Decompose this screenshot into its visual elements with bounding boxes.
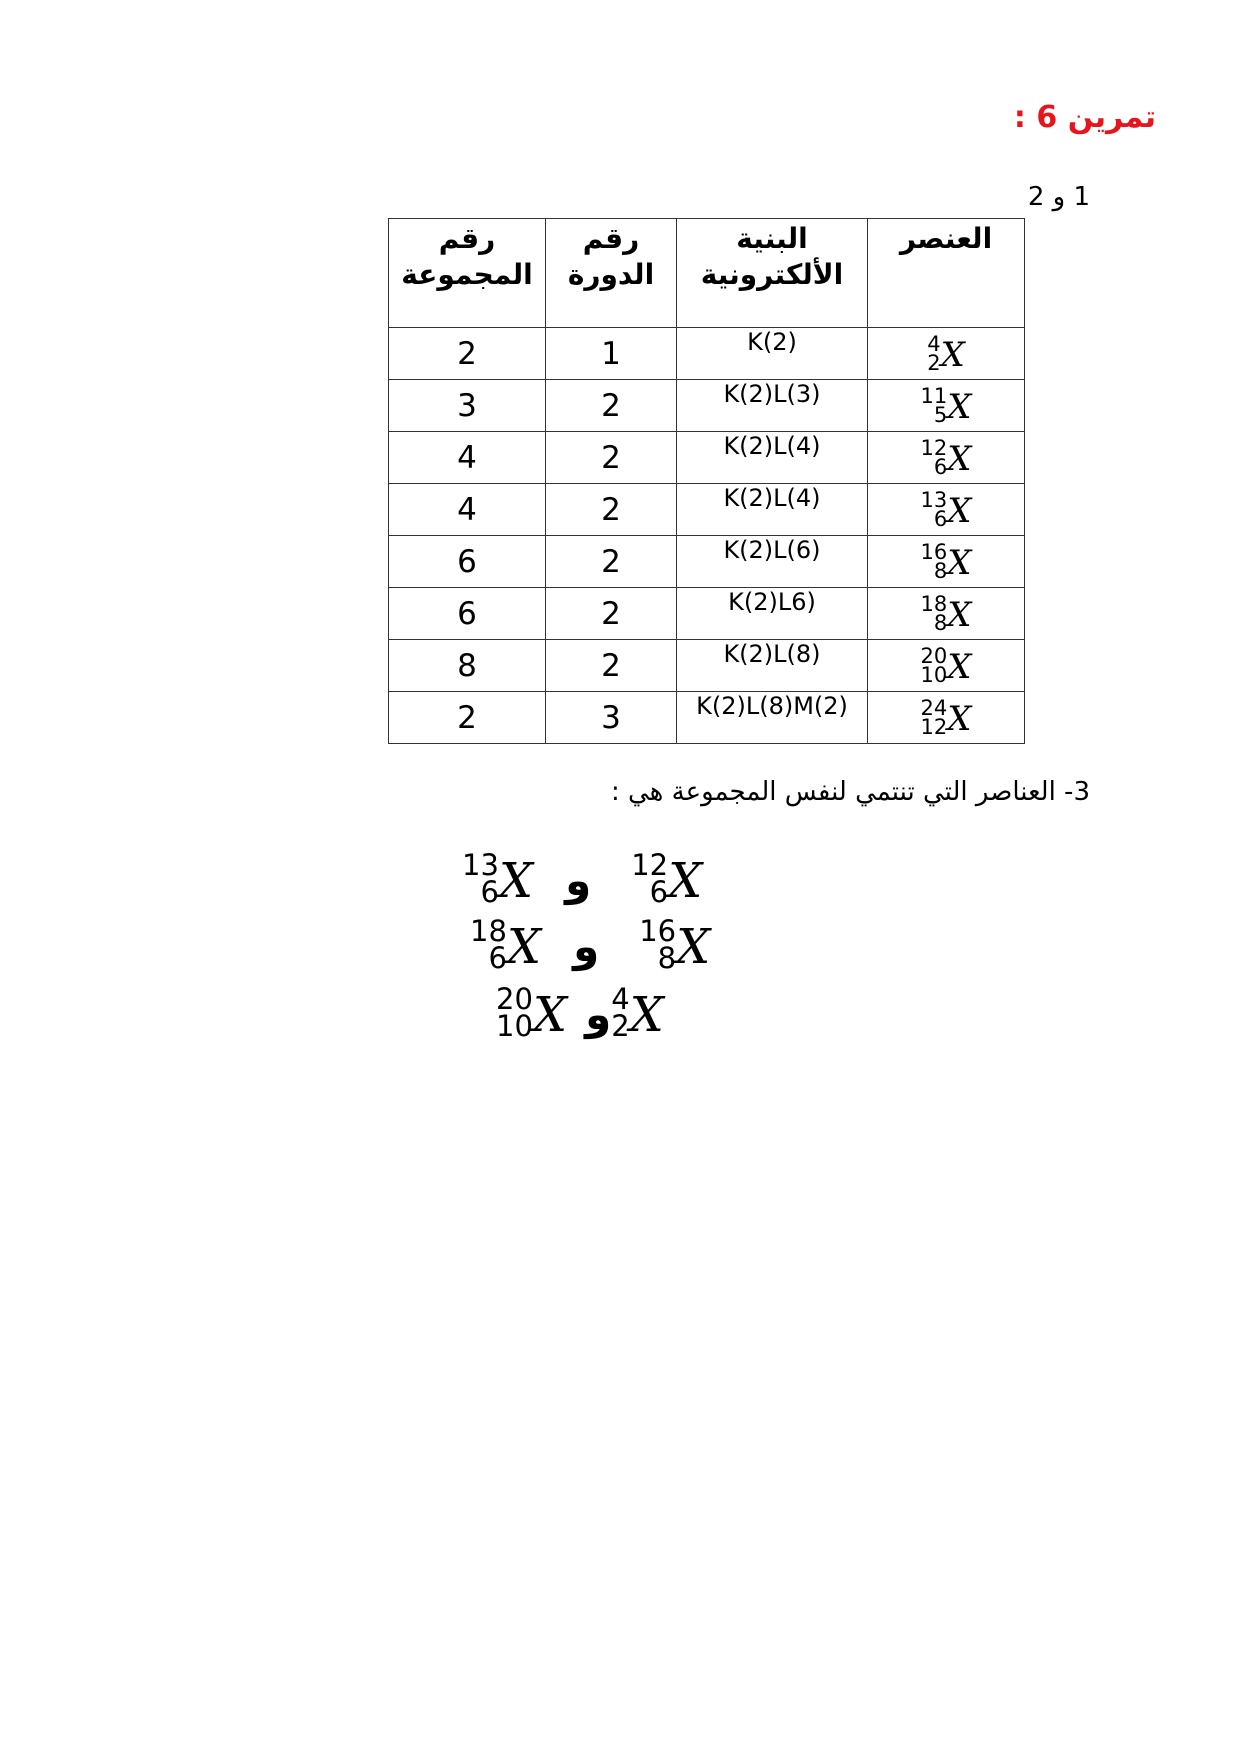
element-symbol: X [947,646,972,687]
header-group-number: رقم المجموعة [389,219,546,328]
element-cell [868,588,1025,640]
nuclide [496,982,568,1043]
atomic-number: 6 [480,875,499,909]
config-cell: K(2)L(3) [677,380,868,432]
element-cell [868,380,1025,432]
nuclide [920,487,972,531]
group-cell: 6 [389,588,546,640]
question-3-label: 3- العناصر التي تنتمي لنفس المجموعة هي : [610,777,1090,807]
table-row [389,692,1025,744]
atomic-number: 5 [933,402,948,427]
element-symbol: X [532,987,568,1043]
element-cell [868,328,1025,380]
table-row [389,328,1025,380]
period-cell: 2 [546,484,677,536]
atomic-number: 8 [657,941,677,975]
config-cell: K(2)L(8)M(2) [677,692,868,744]
nuclide [920,591,972,635]
header-period-number: رقم الدورة [546,219,677,328]
element-symbol: X [676,919,711,975]
same-group-pair [496,982,664,1043]
element-symbol: X [498,853,534,909]
table-row [389,536,1025,588]
period-cell: 2 [546,588,677,640]
element-cell [868,432,1025,484]
mass-number: 12 [631,848,669,882]
period-cell: 1 [546,328,677,380]
element-symbol: X [940,334,965,375]
atomic-number: 6 [488,941,507,975]
group-cell: 8 [389,640,546,692]
atomic-number: 6 [933,454,948,479]
mass-number: 4 [927,331,941,356]
group-cell: 2 [389,692,546,744]
atomic-number: 6 [649,875,669,909]
table-row [389,380,1025,432]
elements-table [388,218,1025,744]
element-symbol: X [629,987,664,1043]
exercise-title: تمرين 6 : [1013,100,1156,135]
period-cell: 2 [546,380,677,432]
element-symbol: X [947,542,972,583]
mass-number: 4 [611,982,630,1016]
atomic-number: 12 [920,714,948,739]
mass-number: 11 [920,383,948,408]
table-row [389,432,1025,484]
atomic-number: 10 [920,662,948,687]
mass-number: 13 [920,487,948,512]
nuclide [920,643,972,687]
element-symbol: X [947,386,972,427]
group-cell: 6 [389,536,546,588]
config-cell: K(2) [677,328,868,380]
nuclide [920,383,972,427]
element-cell [868,692,1025,744]
mass-number: 20 [920,643,948,668]
atomic-number: 2 [927,350,941,375]
atomic-number: 8 [933,610,948,635]
conjunction: و [573,922,600,971]
question-1-2-label: 1 و 2 [1027,182,1090,212]
mass-number: 13 [462,848,499,882]
nuclide [920,435,972,479]
element-symbol: X [506,919,542,975]
table-header-row [389,219,1025,328]
group-cell: 4 [389,484,546,536]
nuclide [639,914,711,975]
config-cell: K(2)L(4) [677,484,868,536]
element-symbol: X [668,853,703,909]
atomic-number: 6 [933,506,948,531]
config-cell: K(2)L(8) [677,640,868,692]
period-cell: 2 [546,536,677,588]
mass-number: 16 [920,539,948,564]
config-cell: K(2)L(6) [677,536,868,588]
nuclide [920,695,972,739]
header-electron-config: البنية الألكترونية [677,219,868,328]
header-element: العنصر [868,219,1025,328]
table-row [389,588,1025,640]
period-cell: 2 [546,432,677,484]
element-cell [868,640,1025,692]
atomic-number: 8 [933,558,948,583]
period-cell: 2 [546,640,677,692]
table-row [389,640,1025,692]
mass-number: 12 [920,435,948,460]
config-cell: K(2)L6) [677,588,868,640]
same-group-pair [470,914,711,975]
mass-number: 18 [470,914,507,948]
nuclide [462,848,534,909]
nuclide [631,848,703,909]
table-row [389,484,1025,536]
element-symbol: X [947,490,972,531]
element-cell [868,484,1025,536]
element-symbol: X [947,594,972,635]
group-cell: 2 [389,328,546,380]
atomic-number: 2 [611,1009,630,1043]
config-cell: K(2)L(4) [677,432,868,484]
nuclide [927,331,965,375]
period-cell: 3 [546,692,677,744]
mass-number: 18 [920,591,948,616]
nuclide [920,539,972,583]
group-cell: 4 [389,432,546,484]
nuclide [470,914,542,975]
mass-number: 20 [496,982,533,1016]
element-cell [868,536,1025,588]
nuclide [611,982,664,1043]
atomic-number: 10 [496,1009,533,1043]
group-cell: 3 [389,380,546,432]
conjunction: و [585,990,612,1039]
mass-number: 24 [920,695,948,720]
element-symbol: X [947,698,972,739]
element-symbol: X [947,438,972,479]
conjunction: و [565,856,592,905]
mass-number: 16 [639,914,677,948]
same-group-pair [462,848,703,909]
